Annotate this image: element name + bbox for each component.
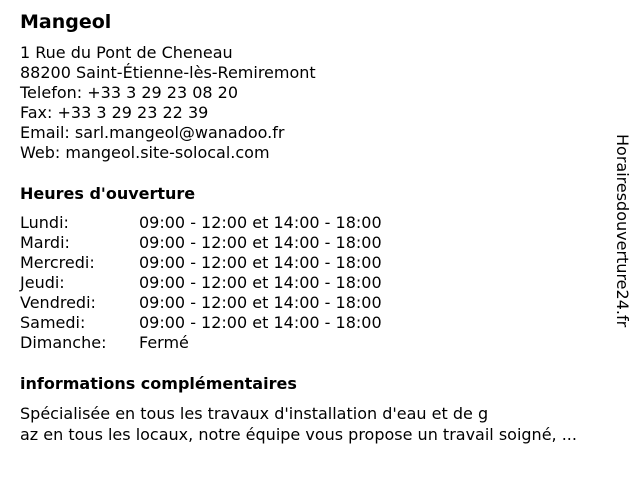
day-label: Dimanche: bbox=[20, 333, 107, 352]
day-label: Samedi: bbox=[20, 313, 86, 332]
site-watermark: Horairesdouverture24.fr bbox=[613, 134, 632, 328]
day-label: Lundi: bbox=[20, 213, 69, 232]
time-range: 09:00 - 12:00 et 14:00 - 18:00 bbox=[139, 313, 382, 332]
phone-number: Telefon: +33 3 29 23 08 20 bbox=[20, 83, 239, 102]
fax-number: Fax: +33 3 29 23 22 39 bbox=[20, 103, 209, 122]
business-name: Mangeol bbox=[20, 11, 112, 33]
time-range: 09:00 - 12:00 et 14:00 - 18:00 bbox=[139, 293, 382, 312]
hours-row-thursday bbox=[20, 273, 440, 293]
time-range: 09:00 - 12:00 et 14:00 - 18:00 bbox=[139, 213, 382, 232]
day-label: Vendredi: bbox=[20, 293, 96, 312]
website-address: Web: mangeol.site-solocal.com bbox=[20, 143, 270, 162]
time-range: 09:00 - 12:00 et 14:00 - 18:00 bbox=[139, 273, 382, 292]
time-range: 09:00 - 12:00 et 14:00 - 18:00 bbox=[139, 233, 382, 252]
hours-row-wednesday bbox=[20, 253, 440, 273]
day-label: Mercredi: bbox=[20, 253, 95, 272]
time-range: 09:00 - 12:00 et 14:00 - 18:00 bbox=[139, 253, 382, 272]
hours-row-saturday bbox=[20, 313, 440, 333]
hours-row-friday bbox=[20, 293, 440, 313]
business-description bbox=[20, 403, 635, 445]
opening-hours-heading: Heures d'ouverture bbox=[20, 184, 196, 203]
city-postcode: 88200 Saint-Étienne-lès-Remiremont bbox=[20, 63, 316, 82]
description-line: az en tous les locaux, notre équipe vous propose un travail soigné, ... bbox=[20, 425, 577, 444]
hours-row-monday bbox=[20, 213, 440, 233]
day-label: Mardi: bbox=[20, 233, 70, 252]
time-range: Fermé bbox=[139, 333, 189, 352]
street-address: 1 Rue du Pont de Cheneau bbox=[20, 43, 233, 62]
hours-row-tuesday bbox=[20, 233, 440, 253]
additional-info-heading: informations complémentaires bbox=[20, 374, 297, 393]
description-line: Spécialisée en tous les travaux d'installation d'eau et de g bbox=[20, 404, 489, 423]
address-block bbox=[20, 43, 316, 163]
email-address: Email: sarl.mangeol@wanadoo.fr bbox=[20, 123, 285, 142]
hours-row-sunday bbox=[20, 333, 440, 353]
opening-hours-table bbox=[20, 213, 440, 353]
day-label: Jeudi: bbox=[20, 273, 65, 292]
